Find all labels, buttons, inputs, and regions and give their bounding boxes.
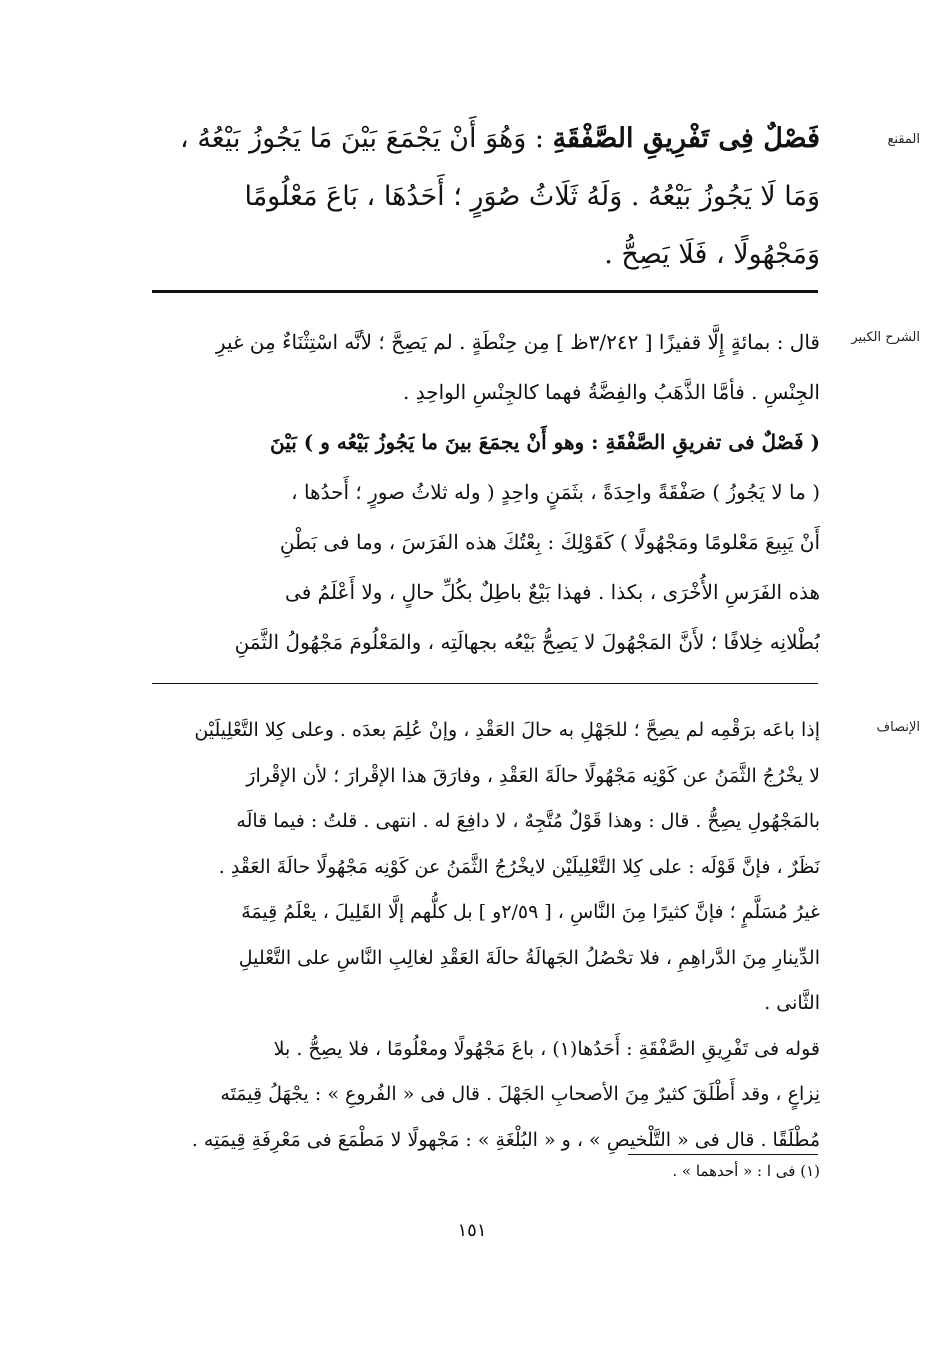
insaf-line: لا يخْرُجُ الثَّمَنُ عن كَوْنِه مَجْهُولًا حالَةَ العَقْدِ ، وفارَقَ هذا الإقْرارَ ؛ لأن الإقْرارَ (246, 764, 820, 787)
section-heading: فَصْلٌ فِى تَفْرِيقِ الصَّفْقَةِ (552, 123, 820, 154)
sharh-section (0, 305, 944, 675)
insaf-line: قوله فى تَفْرِيقِ الصَّفْقَةِ : أَحَدُها(١) ، باعَ مَجْهُولًا ومعْلُومًا ، فلا يصِحُّ . بلا (273, 1037, 820, 1060)
insaf-line: الدِّينارِ مِنَ الدَّراهِمِ ، فلا تحْصُلُ الجَهالَةُ حالَةَ العَقْدِ لغالِبِ النَّاسِ على التَّعْليلِ (238, 946, 820, 969)
insaf-label: الإنصاف (876, 720, 920, 735)
page-number: ١٥١ (457, 1220, 487, 1241)
sharh-line: الجِنْسِ . فأمَّا الذَّهَبُ والفِضَّةُ فهما كالجِنْسِ الواحِدِ . (403, 380, 820, 404)
muqni-line-1: فَصْلٌ فِى تَفْرِيقِ الصَّفْقَةِ : وَهُوَ أَنْ يَجْمَعَ بَيْنَ مَا يَجُوزُ بَيْعُهُ ، (180, 123, 820, 154)
sharh-line: ( ما لا يَجُوزُ ) صَفْقَةً واحِدَةً ، بثَمَنٍ واحِدٍ ( وله ثلاثُ صورٍ ؛ أَحدُها ، (291, 480, 820, 504)
muqni-line-2: وَمَا لَا يَجُوزُ بَيْعُهُ . وَلَهُ ثَلَاثُ صُوَرٍ ؛ أَحَدُهَا ، بَاعَ مَعْلُومًا (244, 181, 820, 212)
insaf-line: غيرُ مُسَلَّمٍ ؛ فإنَّ كثيرًا مِنَ النَّاسِ ، [ ٢/٥٩و ] بل كلُّهم إلَّا القَلِيلَ ، يعْلَمُ قِيمَةَ (241, 901, 820, 923)
sharh-line: بُطْلانِه خِلافًا ؛ لأَنَّ المَجْهُولَ لا يَصِحُّ بَيْعُه بجهالَتِه ، والمَعْلُومَ مَجْهُولُ الثَّمَنِ (234, 630, 820, 654)
sharh-line: أَنْ يَبِيعَ مَعْلومًا ومَجْهُولًا ) كَقَوْلِكَ : بِعْتُكَ هذه الفَرَسَ ، وما فى بَطْنِ (279, 530, 820, 554)
section-divider-thick (152, 290, 818, 293)
sharh-line: هذه الفَرَسِ الأُخْرَى ، بكذا . فهذا بَيْعٌ باطِلٌ بكُلِّ حالٍ ، ولا أَعْلَمُ فى (285, 580, 820, 604)
insaf-line: مُطْلَقًا . قال فى « التَّلْخيصِ » ، و « البُلْغَةِ » : مَجْهولًا لا مَطْمَعَ فى مَعْرِفَةِ قِيمَتِه . (191, 1128, 820, 1151)
insaf-text (150, 708, 820, 1163)
sharh-line: ( فَصْلٌ فى تفريقِ الصَّفْقَةِ : وهو أَنْ يجمَعَ بينَ ما يَجُوزُ بَيْعُه و ) بَيْنَ (270, 430, 820, 454)
muqni-section (0, 100, 944, 290)
muqni-label: المقنع (887, 132, 920, 147)
section-divider-thin (152, 683, 818, 684)
sharh-label: الشرح الكبير (851, 330, 920, 345)
muqni-text (150, 110, 820, 284)
muqni-line-3: وَمَجْهُولًا ، فَلَا يَصِحُّ . (604, 239, 820, 270)
insaf-section (0, 700, 944, 1151)
insaf-line: بالمَجْهُولِ يصِحُّ . قال : وهذا قَوْلٌ مُتَّجِهٌ ، لا دافِعَ له . انتهى . قلتُ : فيما قالَه (236, 810, 820, 832)
footnote: (١) فى ا : « أحدهما » . (672, 1162, 820, 1180)
sharh-line: قال : بمائةٍ إِلَّا قفيزًا [ ٣/٢٤٢ظ ] مِن حِنْطَةٍ . لم يَصِحَّ ؛ لأنَّه اسْتِثْنَاءٌ مِن غيرِ (215, 330, 820, 354)
sharh-text (150, 317, 820, 667)
footnote-divider (628, 1154, 818, 1155)
insaf-line: الثَّانى . (764, 992, 820, 1014)
insaf-line: نَظَرٌ ، فإنَّ قَوْلَه : على كِلا التَّعْلِيلَيْن لايخْرُجُ الثَّمَنُ عن كَوْنِه مَجْهُولًا حالَةَ العَقْدِ . (218, 855, 820, 878)
insaf-line: نِزاعٍ ، وقد أَطْلَقَ كثيرٌ مِنَ الأصحابِ الجَهْلَ . قال فى « الفُروعِ » : يجْهَلُ قِيمَتَه (220, 1083, 820, 1105)
insaf-line: إذا باعَه برَقْمِه لم يصِحَّ ؛ للجَهْلِ به حالَ العَقْدِ ، وإنْ عُلِمَ بعدَه . وعلى كِلا التَّعْلِيلَيْن (194, 719, 820, 741)
